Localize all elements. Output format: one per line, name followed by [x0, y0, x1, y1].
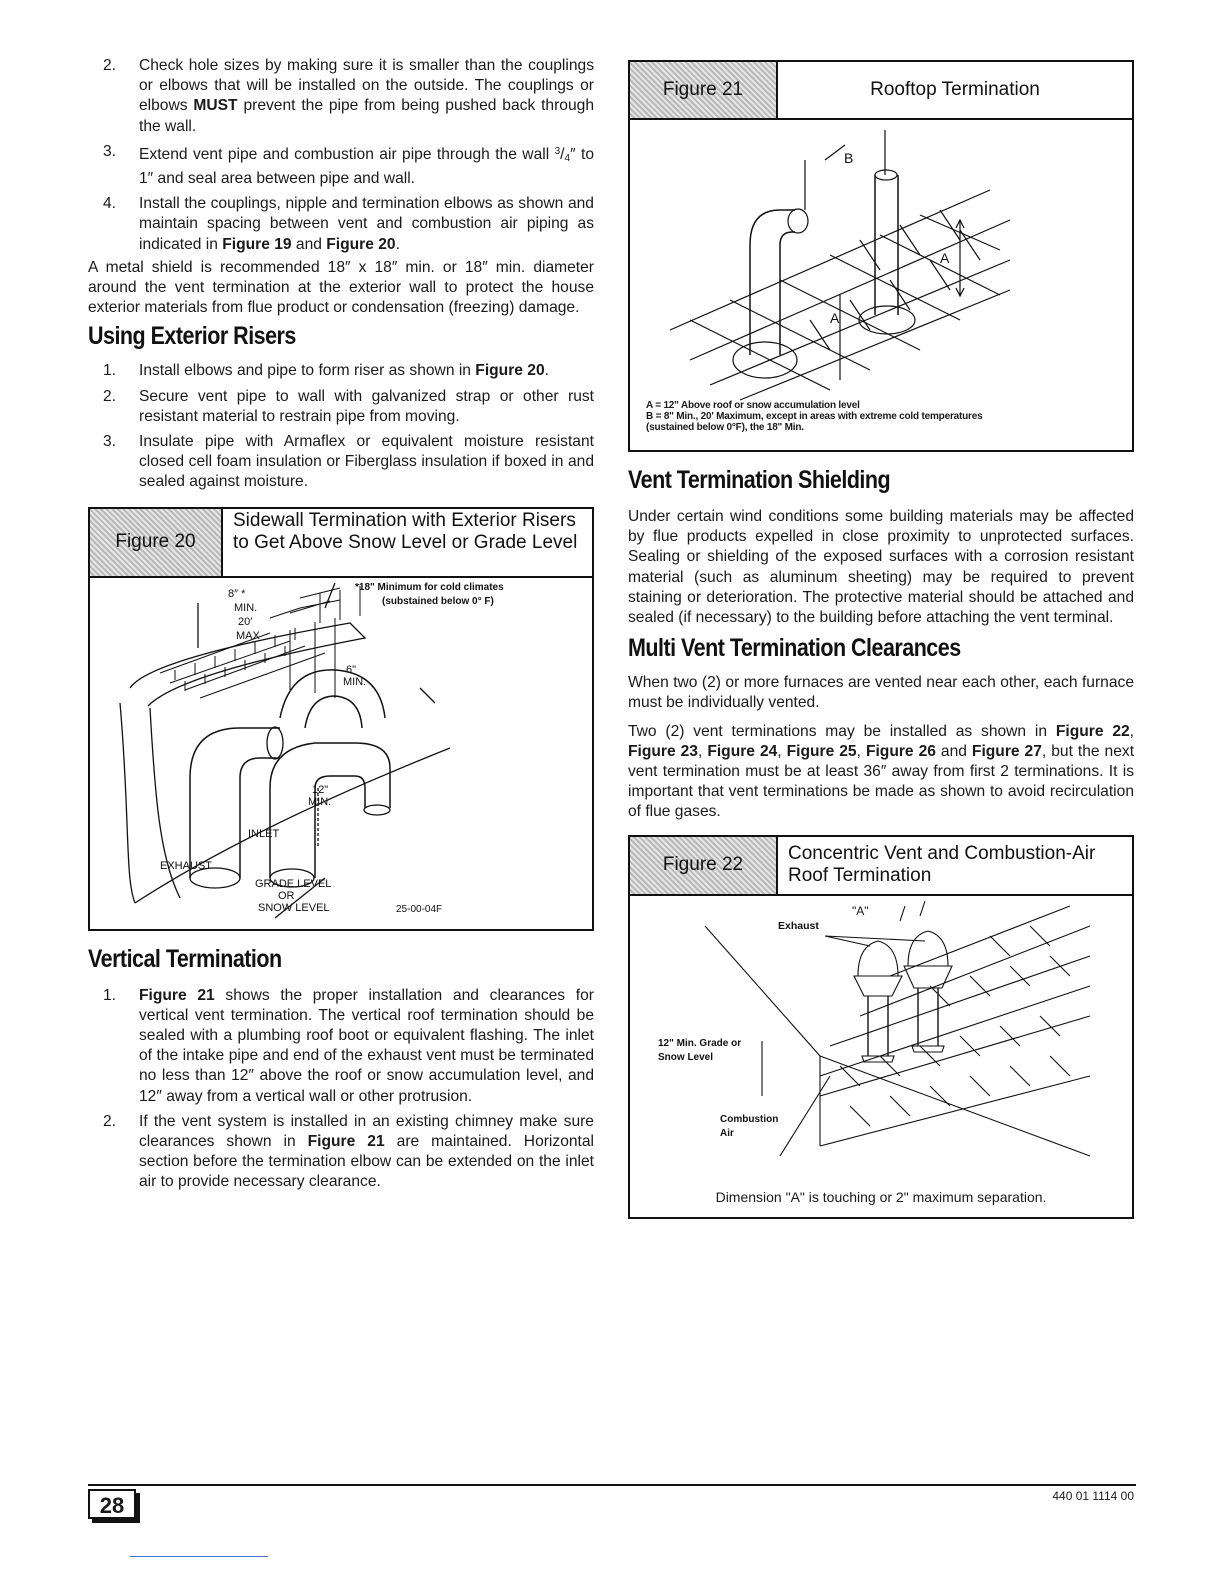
figure-reference: Figure 24: [707, 742, 778, 760]
document-code: 440 01 1114 00: [1052, 1489, 1134, 1503]
figure-20-diagram: 8″ * MIN. 20′ MAX *18" Minimum for cold climates (substained below 0° F) 6" MIN. 12" MIN. INLET EXHAUST GRADE LEVEL OR SNOW LEVEL 25-00-04F: [90, 578, 592, 929]
figure-reference: Figure 23: [628, 742, 698, 760]
figure-reference: Figure 19: [222, 235, 292, 253]
sidewall-riser-illustration: [90, 578, 592, 929]
list-item: 2. Check hole sizes by making sure it is smaller than the couplings or elbows that will be installed on the outside. The couplings or elbows MUST prevent the pipe from being pushed back through the wall.: [103, 57, 594, 135]
figure-title: Rooftop Termination: [870, 79, 1040, 100]
install-steps-list: [88, 56, 594, 255]
figure-21: [628, 60, 1134, 452]
list-number: 4.: [103, 195, 117, 213]
figure-21-caption: A = 12" Above roof or snow accumulation level B = 8" Min., 20' Maximum, except in areas with extreme cold temperatures (sustained below 0°F), the 18" Min.: [646, 400, 983, 433]
shielding-paragraph: Under certain wind conditions some building materials may be affected by flue products expelled in close proximity to unprotected surfaces. Sealing or shielding of the exposed surfaces with a corrosion resistant material (such as aluminum sheeting) may be required to prevent staining or deterioration. The protective material should be attached and sealed (if necessary) to the building before attaching the vent terminal.: [628, 508, 1134, 627]
figure-title: Concentric Vent and Combustion-Air Roof Termination: [788, 842, 1096, 886]
right-column: [628, 60, 1134, 1219]
figure-reference: Figure 21: [139, 986, 215, 1004]
multi-vent-paragraph-2: Two (2) vent terminations may be installed as shown in Figure 22, Figure 23, Figure 24, Figure 25, Figure 26 and Figure 27, but the next vent termination must be at least 36″ away from first 2 terminations. It is important that vent terminations be made as shown to avoid recirculation of flue gases.: [628, 722, 1135, 821]
list-item: 1. Figure 21 shows the proper installation and clearances for vertical vent termination. The vertical roof termination should be sealed with a plumbing roof boot or equivalent flashing. The inlet of the intake pipe and end of the exhaust vent must be terminated no less than 12″ above the roof or snow accumulation level, and 12″ away from a vertical wall or other protrusion.: [103, 986, 595, 1105]
heading-multi-vent: Multi Vent Termination Clearances: [628, 634, 961, 663]
multi-vent-paragraph-1: When two (2) or more furnaces are vented near each other, each furnace must be individually vented.: [628, 674, 1134, 712]
figure-20: [88, 507, 594, 931]
figure-reference: Figure 20: [326, 235, 396, 253]
list-item: 1. Install elbows and pipe to form riser as shown in Figure 20.: [103, 362, 549, 380]
risers-list: [88, 361, 594, 492]
list-item: 4. Install the couplings, nipple and termination elbows as shown and maintain spacing between vent and combustion air piping as indicated in Figure 19 and Figure 20.: [103, 195, 594, 253]
figure-tag: Figure 20: [90, 509, 223, 576]
footer-rule: [88, 1484, 1136, 1486]
figure-21-diagram: B A A A = 12" Above roof or snow accumulation level B = 8" Min., 20' Maximum, except in areas with extreme cold temperatures (sustained below 0°F), the 18" Min.: [630, 120, 1132, 450]
heading-vertical-termination: Vertical Termination: [88, 944, 282, 973]
list-item: 2. If the vent system is installed in an existing chimney make sure clearances shown in Figure 21 are maintained. Horizontal section before the termination elbow can be extended on the inlet air to provide necessary clearance.: [103, 1112, 595, 1191]
figure-reference: Figure 21: [307, 1133, 385, 1151]
figure-22-diagram: "A" Exhaust 12" Min. Grade or Snow Level Combustion Air Dimension "A" is touching or 2" maximum separation.: [630, 896, 1132, 1217]
figure-tag: Figure 21: [630, 62, 778, 118]
list-item: 3. Extend vent pipe and combustion air pipe through the wall $^3/_4''$ to 1″ and seal area between pipe and wall.: [103, 142, 594, 188]
figure-reference: Figure 20: [475, 362, 545, 380]
left-column: [88, 56, 594, 1198]
figure-reference: Figure 25: [786, 742, 857, 760]
figure-reference: Figure 27: [971, 742, 1042, 760]
list-number: 3.: [103, 142, 117, 160]
page-number: 28: [88, 1489, 136, 1519]
figure-reference: Figure 26: [865, 742, 936, 760]
figure-22-caption: Dimension "A" is touching or 2" maximum separation.: [715, 1188, 1047, 1205]
rooftop-termination-illustration: [630, 120, 1132, 402]
heading-vent-shielding: Vent Termination Shielding: [628, 466, 891, 494]
list-item: 3. Insulate pipe with Armaflex or equivalent moisture resistant closed cell foam insulation or Fiberglass insulation if boxed in and sealed against moisture.: [103, 433, 594, 491]
list-item: 2. Secure vent pipe to wall with galvanized strap or other rust resistant material to restrain pipe from moving.: [103, 387, 594, 425]
figure-title: Sidewall Termination with Exterior Risers to Get Above Snow Level or Grade Level: [233, 509, 578, 553]
vertical-termination-list: [88, 986, 594, 1193]
figure-reference: Figure 22: [1055, 722, 1130, 740]
figure-22: [628, 835, 1134, 1219]
decorative-rule: [130, 1556, 268, 1557]
figure-header: [90, 509, 592, 578]
list-number: 2.: [103, 57, 117, 74]
shield-paragraph: A metal shield is recommended 18″ x 18″ min. or 18″ min. diameter around the vent termination at the exterior wall to protect the house exterior materials from flue product or condensation (freezing) damage.: [88, 258, 594, 317]
heading-exterior-risers: Using Exterior Risers: [88, 322, 296, 351]
figure-tag: Figure 22: [630, 837, 778, 894]
